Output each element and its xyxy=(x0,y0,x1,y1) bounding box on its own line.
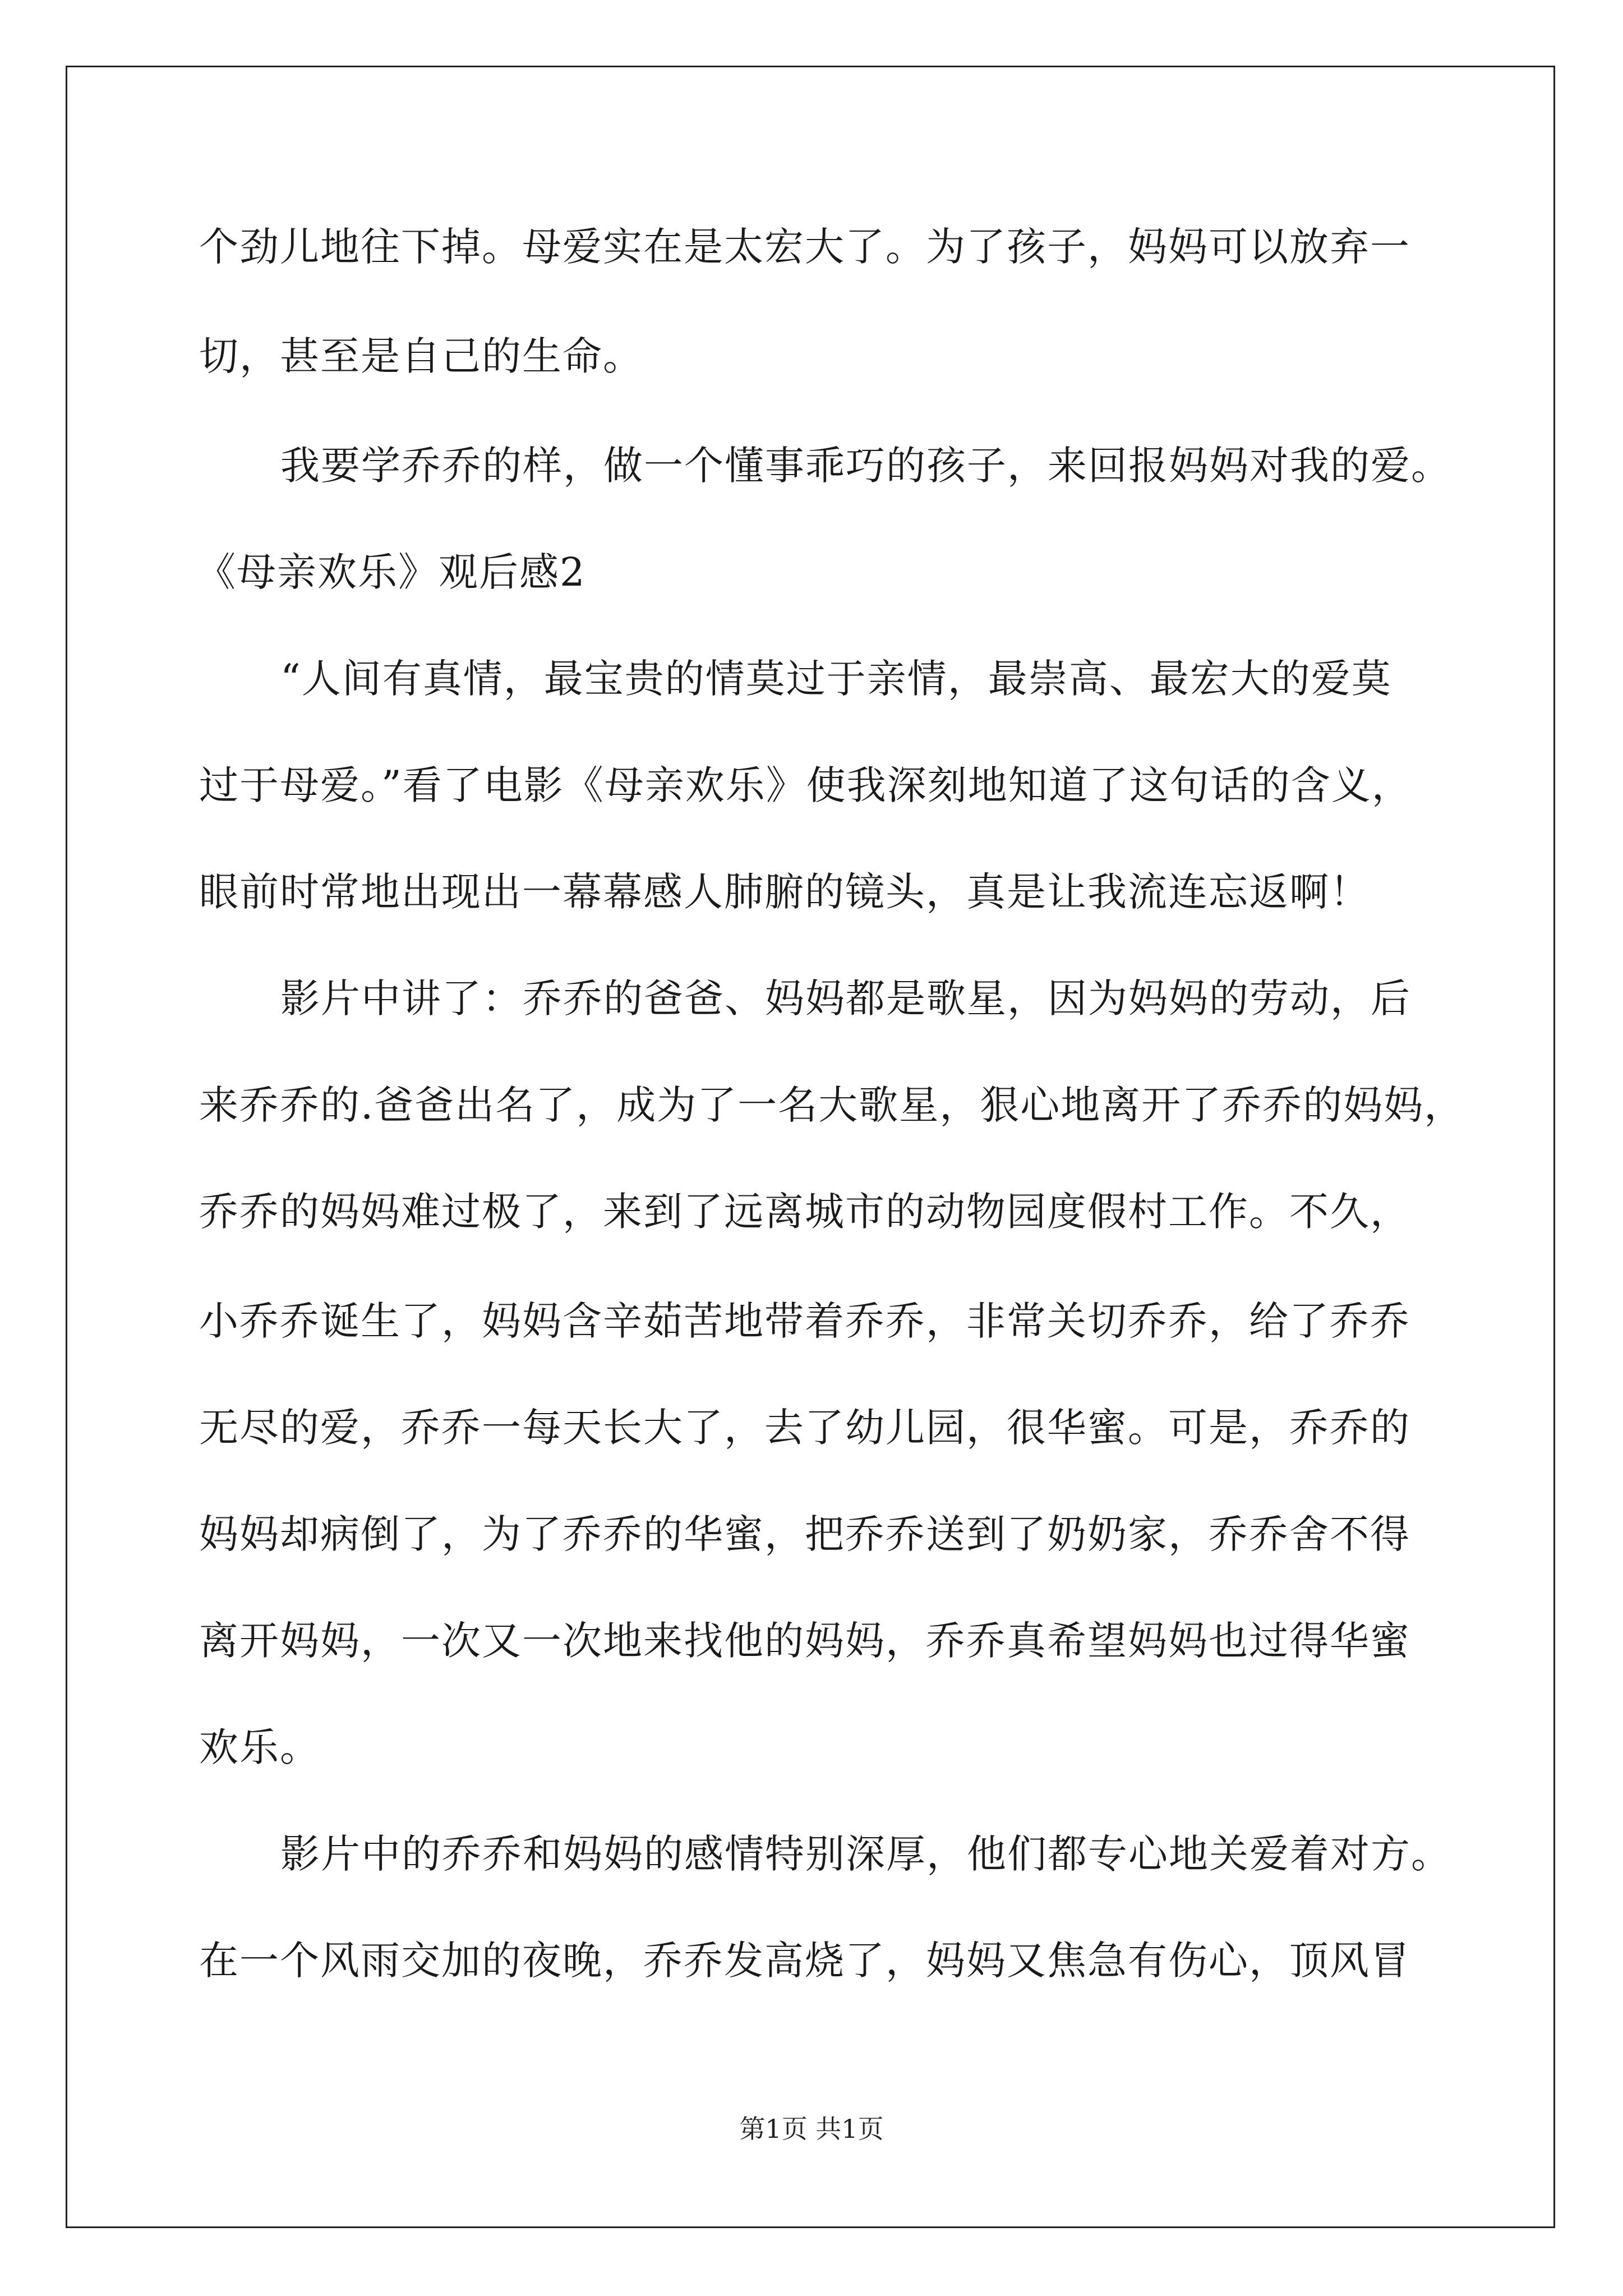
text-line: 过于母爱。”看了电影《母亲欢乐》使我深刻地知道了这句话的含义， xyxy=(199,762,1412,808)
text-line: 离开妈妈，一次又一次地来找他的妈妈，乔乔真希望妈妈也过得华蜜 xyxy=(199,1618,1410,1664)
text-line: 无尽的爱，乔乔一每天长大了，去了幼儿园，很华蜜。可是，乔乔的 xyxy=(199,1405,1410,1451)
text-line: 切，甚至是自己的生命。 xyxy=(199,333,643,379)
text-line: “人间有真情，最宝贵的情莫过于亲情，最崇高、最宏大的爱莫 xyxy=(280,656,1392,702)
text-line: 我要学乔乔的样，做一个懂事乖巧的孩子，来回报妈妈对我的爱。 xyxy=(280,443,1451,489)
text-line: 小乔乔诞生了，妈妈含辛茹苦地带着乔乔，非常关切乔乔，给了乔乔 xyxy=(199,1298,1410,1344)
text-line: 眼前时常地出现出一幕幕感人肺腑的镜头，真是让我流连忘返啊！ xyxy=(199,869,1370,915)
page-footer: 第1页 共1页 xyxy=(739,2114,884,2144)
text-line: 乔乔的妈妈难过极了，来到了远离城市的动物园度假村工作。不久， xyxy=(199,1189,1410,1235)
text-line: 妈妈却病倒了，为了乔乔的华蜜，把乔乔送到了奶奶家，乔乔舍不得 xyxy=(199,1511,1410,1557)
page-border xyxy=(66,66,1555,2228)
section-heading: 《母亲欢乐》观后感2 xyxy=(196,549,586,595)
text-line: 影片中的乔乔和妈妈的感情特别深厚，他们都专心地关爱着对方。 xyxy=(280,1831,1451,1877)
text-line: 来乔乔的.爸爸出名了，成为了一名大歌星，狠心地离开了乔乔的妈妈， xyxy=(199,1082,1465,1128)
text-line: 影片中讲了：乔乔的爸爸、妈妈都是歌星，因为妈妈的劳动，后 xyxy=(280,976,1411,1022)
text-line: 欢乐。 xyxy=(199,1724,320,1770)
text-line: 个劲儿地往下掉。母爱实在是太宏大了。为了孩子，妈妈可以放弃一 xyxy=(199,224,1410,270)
text-line: 在一个风雨交加的夜晚，乔乔发高烧了，妈妈又焦急有伤心，顶风冒 xyxy=(199,1938,1410,1984)
